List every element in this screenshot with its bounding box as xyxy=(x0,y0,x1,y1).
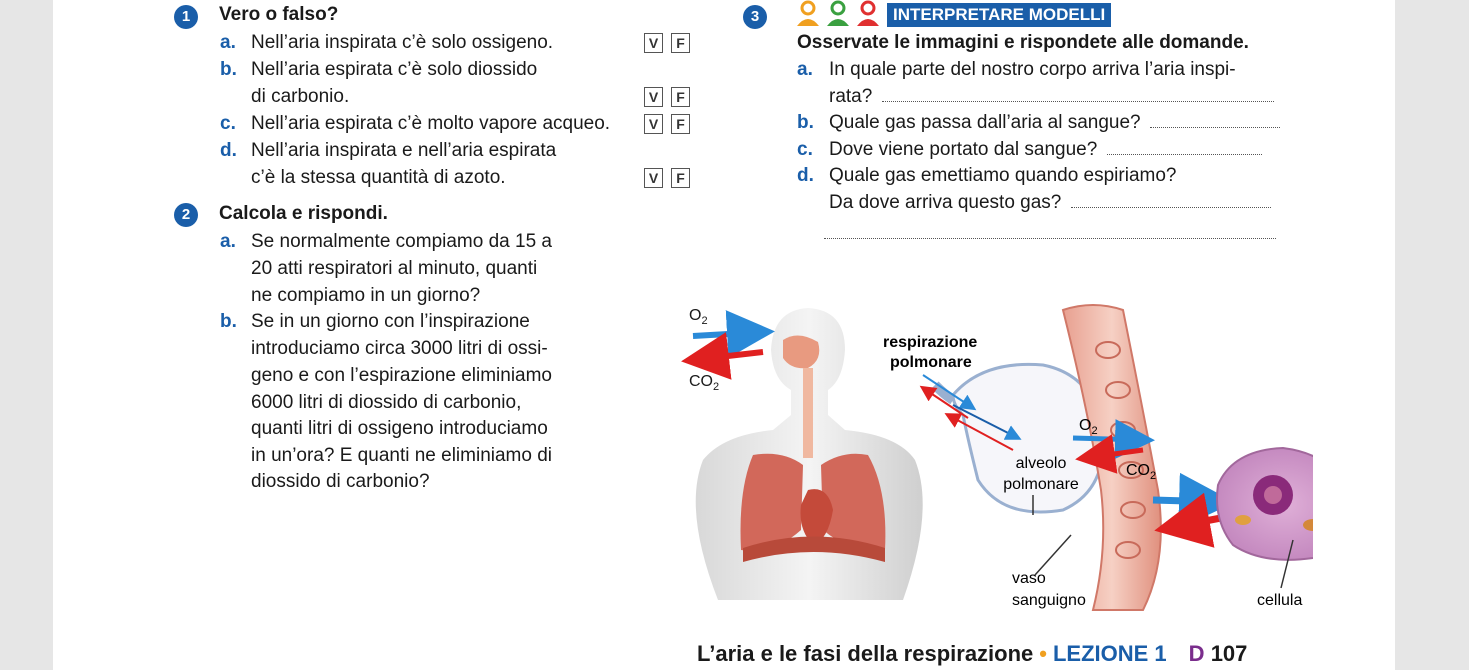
ex3-a-line2-text: rata? xyxy=(829,86,873,107)
false-checkbox[interactable]: F xyxy=(671,114,690,134)
o2-label: $O_2$ xyxy=(689,307,708,327)
answer-line[interactable] xyxy=(1107,140,1262,155)
exercise-1-number: 1 xyxy=(174,5,198,29)
cell-co2-arrow xyxy=(1168,518,1221,528)
ex3-b-text: Quale gas passa dall’aria al sangue? xyxy=(829,112,1141,133)
ex1-a-vf xyxy=(644,33,690,53)
pulmonary-respiration-label-2: polmonare xyxy=(890,354,972,371)
exercise-3-title: Osservate le immagini e rispondete alle domande. xyxy=(797,32,1249,53)
answer-line[interactable] xyxy=(1071,193,1271,208)
textbook-page xyxy=(53,0,1395,670)
vessel-o2-label: $O_2$ xyxy=(1079,417,1098,437)
vessel-pointer xyxy=(1035,535,1071,575)
ex3-a-line1: In quale parte del nostro corpo arriva l’aria inspi- xyxy=(829,59,1236,80)
ex1-label-a: a. xyxy=(220,32,236,53)
person-icon-green xyxy=(827,2,849,26)
false-checkbox[interactable]: F xyxy=(671,87,690,107)
co2-label: $CO_2$ xyxy=(689,373,720,393)
ex3-b-line1 xyxy=(829,112,1280,134)
ex2-b-line1: Se in un giorno con l’inspirazione xyxy=(251,311,530,332)
ex3-label-b: b. xyxy=(797,112,814,133)
ex2-a-line3: ne compiamo in un giorno? xyxy=(251,285,481,306)
co2-exhale-arrow xyxy=(693,352,763,360)
ex1-d-line2: c’è la stessa quantità di azoto. xyxy=(251,167,506,188)
ex3-label-d: d. xyxy=(797,165,814,186)
false-checkbox[interactable]: F xyxy=(671,33,690,53)
answer-line[interactable] xyxy=(882,87,1274,102)
ex3-d-line2 xyxy=(829,192,1271,214)
vessel-label-2: sanguigno xyxy=(1012,592,1086,609)
exercise-1-title: Vero o falso? xyxy=(219,4,339,25)
alveolus-label-1: alveolo xyxy=(1015,455,1067,472)
answer-line[interactable] xyxy=(824,224,1276,239)
ex3-label-a: a. xyxy=(797,59,813,80)
exercise-3-number: 3 xyxy=(743,5,767,29)
human-torso-illustration xyxy=(696,308,923,600)
person-icon-orange xyxy=(797,2,819,26)
footer-lesson: LEZIONE 1 xyxy=(1052,641,1167,666)
ex1-label-b: b. xyxy=(220,59,237,80)
alveolus-label-2: polmonare xyxy=(1003,476,1079,493)
ex2-b-line2: introduciamo circa 3000 litri di ossi- xyxy=(251,338,548,359)
vessel-label-1: vaso xyxy=(1012,570,1046,587)
ex2-b-line7: diossido di carbonio? xyxy=(251,471,430,492)
pulmonary-respiration-label-1: respirazione xyxy=(883,334,978,351)
ex1-b-vf xyxy=(644,87,690,107)
cell-label: cellula xyxy=(1257,592,1303,609)
ex3-c-text: Dove viene portato dal sangue? xyxy=(829,139,1098,160)
ex2-b-line6: in un’ora? E quanti ne eliminiamo di xyxy=(251,445,553,466)
ex1-b-line1: Nell’aria espirata c’è solo diossido xyxy=(251,59,538,80)
respiration-figure xyxy=(623,290,1313,620)
skill-badge: INTERPRETARE MODELLI xyxy=(887,3,1111,27)
footer-title: L’aria e le fasi della respirazione xyxy=(697,641,1034,666)
footer-volume-letter: D xyxy=(1188,641,1205,666)
vessel-o2-arrow xyxy=(1073,438,1145,440)
ex2-label-a: a. xyxy=(220,231,236,252)
true-checkbox[interactable]: V xyxy=(644,168,663,188)
ex2-b-line4: 6000 litri di diossido di carbonio, xyxy=(251,392,522,413)
ex1-c-line1: Nell’aria espirata c’è molto vapore acqueo. xyxy=(251,113,611,134)
ex1-d-vf xyxy=(644,168,690,188)
true-checkbox[interactable]: V xyxy=(644,114,663,134)
cell-o2-arrow xyxy=(1153,500,1221,502)
ex1-a-line1: Nell’aria inspirata c’è solo ossigeno. xyxy=(251,32,554,53)
ex1-b-line2: di carbonio. xyxy=(251,86,350,107)
ex2-b-line5: quanti litri di ossigeno introduciamo xyxy=(251,418,548,439)
ex1-d-line1: Nell’aria inspirata e nell’aria espirata xyxy=(251,140,557,161)
group-work-icon xyxy=(796,0,880,28)
true-checkbox[interactable]: V xyxy=(644,33,663,53)
o2-inhale-arrow xyxy=(693,332,763,336)
ex3-d-line1: Quale gas emettiamo quando espiriamo? xyxy=(829,165,1177,186)
exercise-2-number: 2 xyxy=(174,203,198,227)
person-icon-red xyxy=(857,2,879,26)
ex2-a-line2: 20 atti respiratori al minuto, quanti xyxy=(251,258,538,279)
ex1-label-c: c. xyxy=(220,113,236,134)
cell-illustration xyxy=(1217,448,1313,560)
page-number: 107 xyxy=(1210,641,1248,666)
ex3-d-text: Da dove arriva questo gas? xyxy=(829,192,1062,213)
ex3-c-line1 xyxy=(829,139,1262,161)
true-checkbox[interactable]: V xyxy=(644,87,663,107)
ex1-label-d: d. xyxy=(220,140,237,161)
answer-line[interactable] xyxy=(1150,113,1280,128)
exercise-2-title: Calcola e rispondi. xyxy=(219,203,388,224)
ex2-a-line1: Se normalmente compiamo da 15 a xyxy=(251,231,552,252)
ex1-c-vf xyxy=(644,114,690,134)
ex3-label-c: c. xyxy=(797,139,813,160)
footer-bullet: • xyxy=(1039,641,1047,666)
ex2-b-line3: geno e con l’espirazione eliminiamo xyxy=(251,365,553,386)
ex3-a-line2 xyxy=(829,86,1274,108)
false-checkbox[interactable]: F xyxy=(671,168,690,188)
page-footer xyxy=(697,641,1247,667)
ex2-label-b: b. xyxy=(220,311,237,332)
vessel-co2-label: $CO_2$ xyxy=(1126,462,1157,482)
